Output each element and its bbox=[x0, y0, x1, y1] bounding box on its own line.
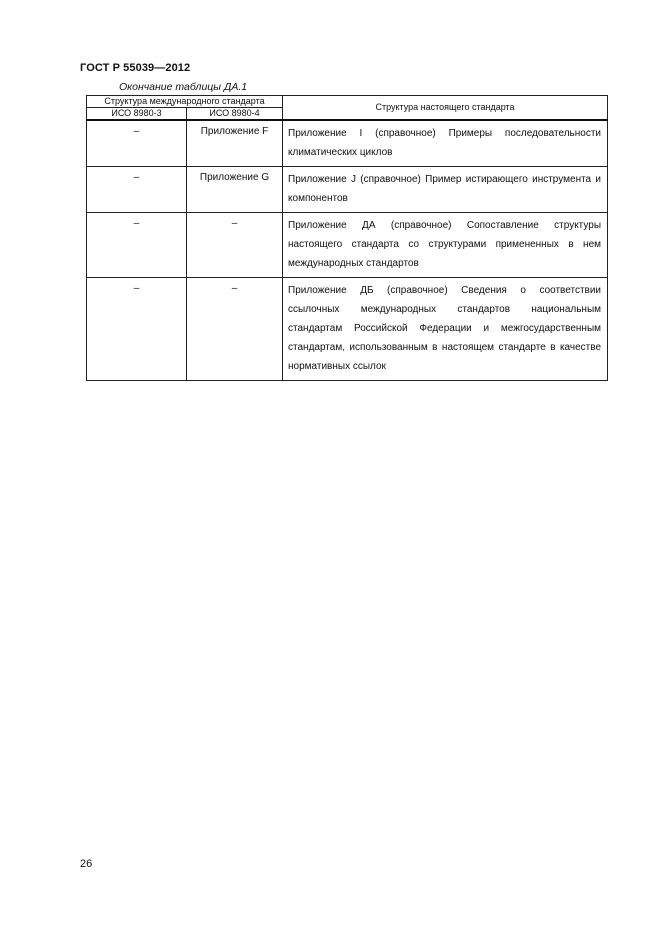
comparison-table bbox=[86, 95, 608, 381]
iso4-cell: – bbox=[187, 213, 283, 278]
page-number: 26 bbox=[80, 858, 93, 870]
table-row bbox=[87, 278, 608, 381]
national-structure-header: Структура настоящего стандарта bbox=[283, 96, 608, 121]
table-header-row-1 bbox=[87, 96, 608, 108]
table-caption: Окончание таблицы ДА.1 bbox=[119, 81, 248, 93]
structure-cell: Приложение ДА (справочное) Сопоставление структуры настоящего стандарта со структурами примененных в нем международных стандартов bbox=[283, 213, 608, 278]
iso4-cell: – bbox=[187, 278, 283, 381]
iso3-cell: – bbox=[87, 278, 187, 381]
iso-8980-4-header: ИСО 8980-4 bbox=[187, 108, 283, 121]
structure-cell: Приложение I (справочное) Примеры последовательности климатических циклов bbox=[283, 120, 608, 167]
structure-cell: Приложение ДБ (справочное) Сведения о соответствии ссылочных международных стандартов национальным стандартам Российской Федерации и межгосударственным стандартам, использованным в настоящем стандарте в качестве нормативных ссылок bbox=[283, 278, 608, 381]
table-row bbox=[87, 120, 608, 167]
iso4-cell: Приложение F bbox=[187, 120, 283, 167]
table-row bbox=[87, 167, 608, 213]
iso-8980-3-header: ИСО 8980-3 bbox=[87, 108, 187, 121]
structure-cell: Приложение J (справочное) Пример истирающего инструмента и компонентов bbox=[283, 167, 608, 213]
iso3-cell: – bbox=[87, 167, 187, 213]
document-code: ГОСТ Р 55039—2012 bbox=[80, 62, 191, 74]
structure-table bbox=[86, 95, 607, 381]
international-structure-header: Структура международного стандарта bbox=[87, 96, 283, 108]
iso3-cell: – bbox=[87, 120, 187, 167]
table-row bbox=[87, 213, 608, 278]
iso4-cell: Приложение G bbox=[187, 167, 283, 213]
iso3-cell: – bbox=[87, 213, 187, 278]
